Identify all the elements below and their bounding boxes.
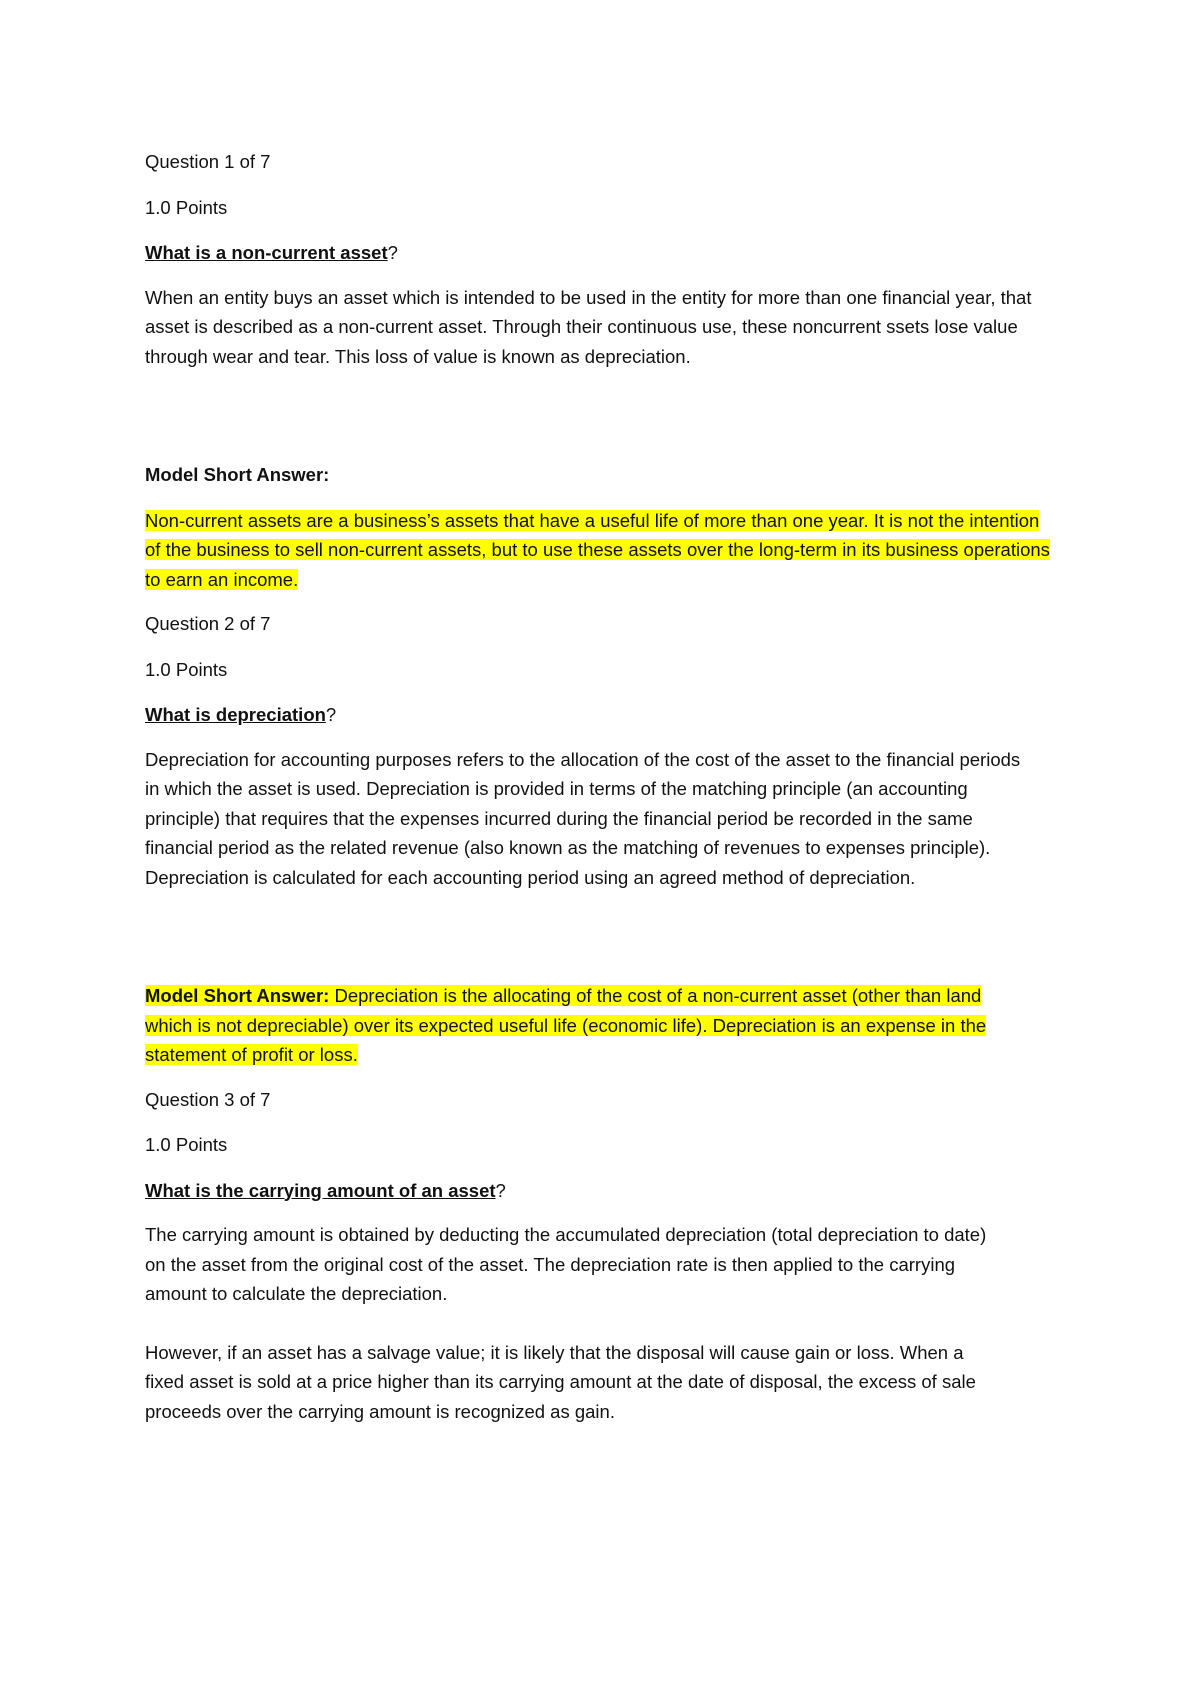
question-3-answer-1: The carrying amount is obtained by deducting the accumulated depreciation (total depreciation to date) on the asset from the original cost of the asset. The depreciation rate is then applied to the carrying amount to calculate the depreciation. (145, 1224, 987, 1304)
question-1-model-label: Model Short Answer: (145, 464, 330, 485)
document-content (145, 147, 1065, 1426)
question-2-header: Question 2 of 7 (145, 613, 271, 634)
question-2-points: 1.0 Points (145, 658, 228, 680)
question-2-title (145, 700, 1065, 730)
question-2-model-answer (145, 981, 1025, 1070)
question-3-text: What is the carrying amount of an asset (145, 1179, 496, 1201)
question-1-points: 1.0 Points (145, 196, 228, 218)
question-1-title (145, 238, 1065, 268)
question-2-model-label: Model Short Answer: (145, 985, 330, 1006)
question-2-text: What is depreciation (145, 704, 326, 725)
question-1-mark: ? (387, 242, 398, 263)
question-3-mark: ? (495, 1179, 506, 1201)
question-2-model-answer-text: Depreciation is the allocating of the cost of a non-current asset (other than land which is not depreciable) over its expected useful life (economic life). Depreciation is an expense in the statement of profit or loss. (145, 985, 987, 1065)
question-1-text: What is a non-current asset (145, 242, 388, 263)
question-2-mark: ? (325, 704, 337, 725)
question-2-answer: Depreciation for accounting purposes refers to the allocation of the cost of the asset to the financial periods in which the asset is used. Depreciation is provided in terms of the matching principle (an accounting principle) that requires that the expenses incurred during the financial period be recorded in the same financial period as the related revenue (also known as the matching of revenues to expenses principle). Depreciation is calculated for each accounting period using an agreed method of depreciation. (145, 748, 1021, 888)
spacer (145, 892, 1065, 981)
question-1-header: Question 1 of 7 (145, 151, 271, 172)
question-1-model-answer-text: Non-current assets are a business’s assets that have a useful life of more than one year. It is not the intention of the business to sell non-current assets, but to use these assets over the long-term in its business operations to earn an income. (145, 509, 1050, 590)
question-1-model-answer (145, 506, 1050, 595)
question-3-answer-2: However, if an asset has a salvage value; it is likely that the disposal will cause gain or loss. When a fixed asset is sold at a price higher than its carrying amount at the date of disposal, the excess of sale proceeds over the carrying amount is recognized as gain. (145, 1341, 976, 1422)
question-3-points: 1.0 Points (145, 1134, 228, 1155)
question-1-answer: When an entity buys an asset which is intended to be used in the entity for more than one financial year, that asset is described as a non-current asset. Through their continuous use, these noncurrent ssets lose value through wear and tear. This loss of value is known as depreciation. (145, 286, 1032, 367)
question-3-header: Question 3 of 7 (145, 1088, 271, 1110)
question-3-title (145, 1176, 1065, 1206)
spacer (145, 371, 1065, 460)
spacer (145, 1309, 1065, 1338)
